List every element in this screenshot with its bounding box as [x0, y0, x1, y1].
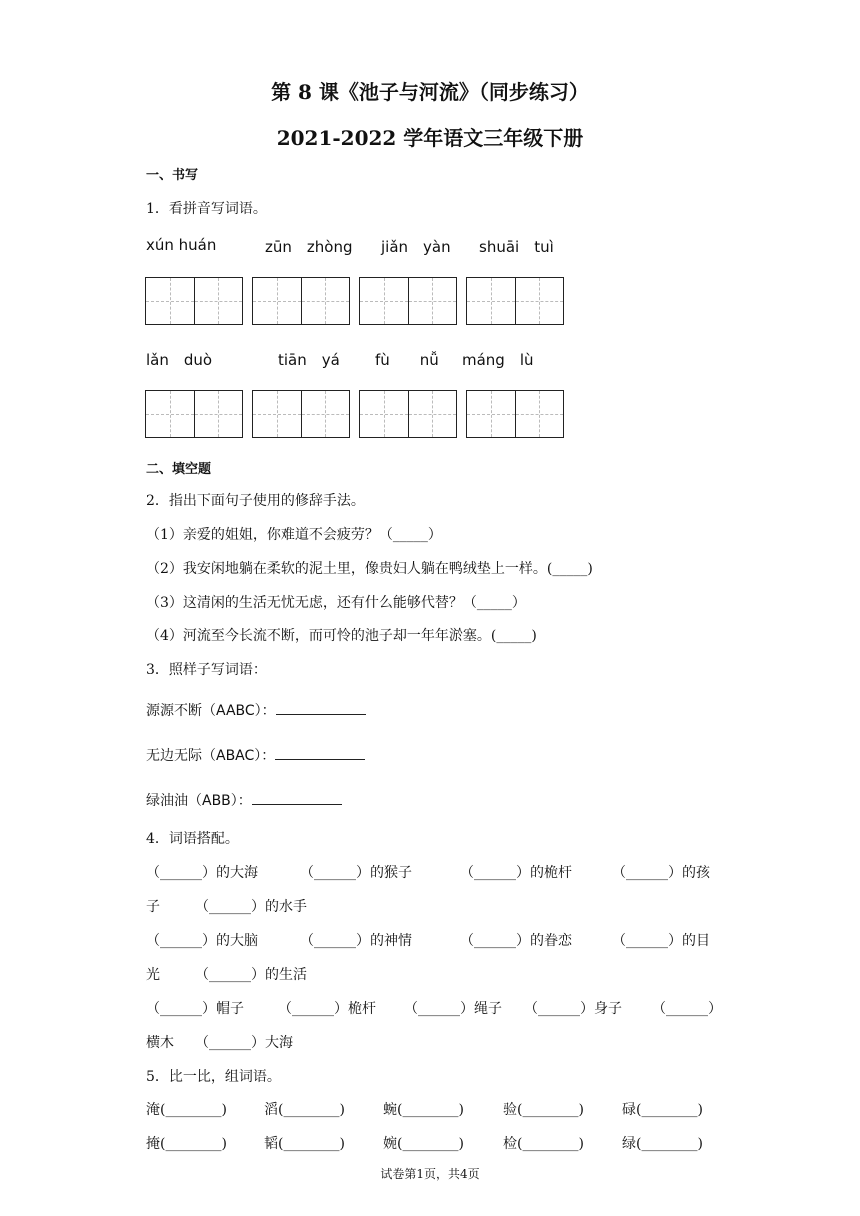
collocation-item: （______）大海	[195, 1035, 293, 1051]
compare-item: 掩(________)	[146, 1136, 227, 1152]
collocation-item: （______）身子	[524, 1001, 622, 1017]
pinyin-5: lǎn duò	[146, 351, 213, 369]
compare-item: 检(________)	[503, 1136, 584, 1152]
collocation-item: （______）的孩	[612, 865, 710, 881]
page-title: 第 8 课《池子与河流》（同步练习）	[271, 80, 589, 104]
question-2-stem: 2．指出下面句子使用的修辞手法。	[146, 493, 365, 509]
collocation-item: 光	[146, 967, 160, 983]
compare-item: 韬(________)	[264, 1136, 345, 1152]
rhetoric-item: （1）亲爱的姐姐，你难道不会疲劳？（_____）	[146, 527, 442, 543]
pinyin-4: shuāi tuì	[479, 238, 554, 256]
collocation-item: （______）桅杆	[278, 1001, 376, 1017]
writing-grid[interactable]	[466, 390, 564, 438]
word-pattern-item	[146, 700, 366, 720]
collocation-item: 横木	[146, 1035, 174, 1051]
question-5-stem: 5．比一比，组词语。	[146, 1069, 281, 1085]
compare-item: 蜿(________)	[383, 1102, 464, 1118]
collocation-item: （______）的大海	[146, 865, 258, 881]
rhetoric-item: （2）我安闲地躺在柔软的泥土里，像贵妇人躺在鸭绒垫上一样。(_____)	[146, 561, 593, 577]
compare-item: 碌(________)	[622, 1102, 703, 1118]
writing-grid[interactable]	[252, 277, 350, 325]
writing-grid[interactable]	[145, 277, 243, 325]
compare-item: 绿(________)	[622, 1136, 703, 1152]
collocation-item: （______）的目	[612, 933, 710, 949]
page-subtitle: 2021-2022 学年语文三年级下册	[276, 126, 584, 150]
collocation-item: （______）的生活	[195, 967, 307, 983]
collocation-item: （______）的猴子	[300, 865, 412, 881]
word-pattern-item	[146, 745, 365, 765]
compare-item: 婉(________)	[383, 1136, 464, 1152]
writing-grid[interactable]	[359, 277, 457, 325]
pinyin-2: zūn zhòng	[265, 238, 353, 256]
answer-blank[interactable]	[276, 700, 366, 715]
compare-item: 验(________)	[503, 1102, 584, 1118]
writing-grid[interactable]	[359, 390, 457, 438]
collocation-item: （______）绳子	[404, 1001, 502, 1017]
collocation-item: （______）	[652, 1001, 722, 1017]
collocation-item: （______）的大脑	[146, 933, 258, 949]
writing-grid[interactable]	[145, 390, 243, 438]
rhetoric-item: （4）河流至今长流不断，而可怜的池子却一年年淤塞。(_____)	[146, 628, 537, 644]
collocation-item: （______）的水手	[195, 899, 307, 915]
writing-grid[interactable]	[252, 390, 350, 438]
word-pattern-label: 源源不断（AABC）：	[146, 703, 276, 719]
pinyin-1: xún huán	[146, 236, 217, 254]
word-pattern-label: 无边无际（ABAC）：	[146, 748, 276, 764]
pinyin-8: máng lù	[462, 351, 534, 369]
compare-item: 淹(________)	[146, 1102, 227, 1118]
section-heading-fill: 二、填空题	[146, 462, 212, 477]
question-4-stem: 4．词语搭配。	[146, 831, 239, 847]
collocation-item: （______）的桅杆	[460, 865, 572, 881]
page-footer: 试卷第1页，共4页	[380, 1167, 480, 1181]
collocation-item: （______）的眷恋	[460, 933, 572, 949]
collocation-item: （______）帽子	[146, 1001, 244, 1017]
question-1-stem: 1．看拼音写词语。	[146, 201, 267, 217]
question-3-stem: 3．照样子写词语：	[146, 662, 267, 678]
writing-grid[interactable]	[466, 277, 564, 325]
pinyin-3: jiǎn yàn	[381, 238, 451, 256]
collocation-item: （______）的神情	[300, 933, 412, 949]
pinyin-7: fù nǚ	[375, 351, 439, 369]
answer-blank[interactable]	[275, 745, 365, 760]
compare-item: 滔(________)	[264, 1102, 345, 1118]
section-heading-writing: 一、书写	[146, 168, 199, 183]
word-pattern-item	[146, 790, 342, 810]
rhetoric-item: （3）这清闲的生活无忧无虑，还有什么能够代替？（_____）	[146, 595, 526, 611]
pinyin-6: tiān yá	[278, 351, 340, 369]
answer-blank[interactable]	[252, 790, 342, 805]
collocation-item: 子	[146, 899, 160, 915]
word-pattern-label: 绿油油（ABB）：	[146, 793, 252, 809]
